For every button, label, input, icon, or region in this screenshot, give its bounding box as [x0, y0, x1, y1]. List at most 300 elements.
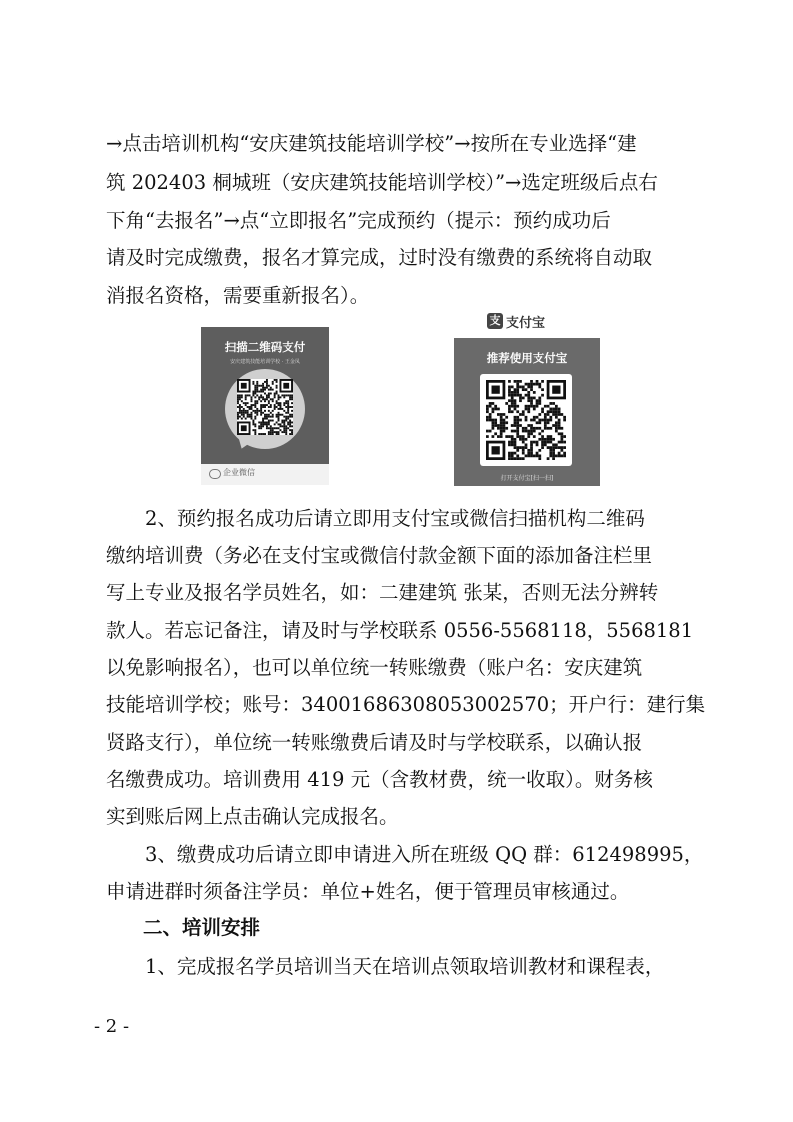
- qr-module: [533, 397, 536, 400]
- qr-module: [266, 379, 268, 381]
- qr-module: [536, 399, 539, 402]
- qr-module: [270, 433, 272, 435]
- qr-module: [560, 427, 563, 430]
- body-line-5: 消报名资格，需要重新报名）。: [106, 284, 370, 307]
- qr-module: [241, 412, 243, 414]
- qr-module: [270, 412, 272, 414]
- qr-module: [274, 379, 276, 381]
- qr-module: [241, 410, 243, 412]
- qr-module: [522, 388, 525, 391]
- qr-module: [252, 423, 254, 425]
- qr-module: [256, 387, 258, 389]
- qr-module: [252, 381, 254, 383]
- qr-module: [289, 423, 291, 425]
- qr-module: [563, 446, 566, 449]
- qr-module: [555, 427, 558, 430]
- qr-module: [541, 438, 544, 441]
- qr-module: [285, 394, 287, 396]
- qr-module: [262, 420, 264, 422]
- qr-module: [508, 408, 511, 411]
- qr-module: [281, 420, 283, 422]
- qr-module: [547, 438, 550, 441]
- qr-module: [533, 435, 536, 438]
- qr-module: [260, 408, 262, 410]
- qr-module: [258, 391, 260, 393]
- qr-module: [278, 416, 280, 418]
- qr-module: [243, 412, 245, 414]
- qr-module: [530, 383, 533, 386]
- wechat-payment-qr-card: [201, 327, 329, 485]
- qr-module: [270, 404, 272, 406]
- qr-module: [505, 402, 508, 405]
- qr-module: [558, 408, 561, 411]
- qr-module: [252, 421, 254, 423]
- qr-module: [558, 410, 561, 413]
- qr-module: [278, 394, 280, 396]
- qr-module: [500, 435, 503, 438]
- qr-module: [287, 410, 289, 412]
- qr-module: [489, 416, 492, 419]
- qr-module: [268, 431, 270, 433]
- qr-module: [519, 397, 522, 400]
- qr-module: [511, 438, 514, 441]
- qr-module: [270, 427, 272, 429]
- qr-module: [270, 431, 272, 433]
- qr-module: [505, 421, 508, 424]
- qr-module: [516, 388, 519, 391]
- qr-module: [492, 421, 495, 424]
- qr-module: [291, 406, 293, 408]
- qr-module: [256, 414, 258, 416]
- qr-module: [527, 405, 530, 408]
- qr-module: [503, 413, 506, 416]
- wechat-work-icon: [209, 469, 221, 479]
- qr-module: [516, 391, 519, 394]
- qr-module: [256, 400, 258, 402]
- qr-module: [245, 396, 247, 398]
- qr-module: [519, 435, 522, 438]
- qr-module: [544, 441, 547, 444]
- qr-module: [514, 391, 517, 394]
- qr-module: [511, 443, 514, 446]
- qr-module: [287, 418, 289, 420]
- qr-module: [276, 393, 278, 395]
- qr-module: [492, 427, 495, 430]
- qr-module: [563, 454, 566, 457]
- qr-module: [555, 443, 558, 446]
- qr-module: [252, 429, 254, 431]
- qr-module: [508, 399, 511, 402]
- qr-module: [252, 383, 254, 385]
- qr-module: [538, 399, 541, 402]
- qr-module: [555, 413, 558, 416]
- qr-module: [249, 406, 251, 408]
- qr-module: [241, 414, 243, 416]
- qr-module: [508, 391, 511, 394]
- qr-module: [258, 385, 260, 387]
- qr-module: [287, 427, 289, 429]
- qr-module: [287, 406, 289, 408]
- qr-module: [527, 383, 530, 386]
- qr-module: [547, 413, 550, 416]
- qr-module: [552, 410, 555, 413]
- qr-module: [536, 380, 539, 383]
- qr-module: [544, 427, 547, 430]
- qr-module: [279, 396, 281, 398]
- qr-module: [254, 416, 256, 418]
- qr-module: [525, 383, 528, 386]
- qr-module: [272, 431, 274, 433]
- qr-module: [285, 433, 287, 435]
- qr-module: [264, 387, 266, 389]
- qr-module: [256, 391, 258, 393]
- qr-module: [527, 408, 530, 411]
- para2-line-3: 写上专业及报名学员姓名，如：二建建筑 张某，否则无法分辨转: [106, 581, 659, 604]
- qr-module: [260, 394, 262, 396]
- qr-module: [254, 393, 256, 395]
- qr-module: [555, 421, 558, 424]
- qr-module: [519, 386, 522, 389]
- qr-module: [516, 383, 519, 386]
- qr-module: [538, 413, 541, 416]
- qr-module: [268, 410, 270, 412]
- qr-module: [264, 433, 266, 435]
- qr-module: [494, 424, 497, 427]
- qr-module: [494, 432, 497, 435]
- qr-module: [489, 413, 492, 416]
- qr-module: [279, 406, 281, 408]
- qr-module: [544, 424, 547, 427]
- qr-module: [262, 418, 264, 420]
- qr-module: [516, 454, 519, 457]
- qr-module: [268, 416, 270, 418]
- qr-module: [500, 413, 503, 416]
- para2-line-1: 2、预约报名成功后请立即用支付宝或微信扫描机构二维码: [145, 507, 645, 530]
- qr-module: [489, 405, 492, 408]
- qr-module: [291, 431, 293, 433]
- qr-module: [549, 410, 552, 413]
- qr-module: [258, 433, 260, 435]
- qr-module: [560, 413, 563, 416]
- qr-module: [514, 402, 517, 405]
- qr-module: [533, 408, 536, 411]
- qr-module: [260, 389, 262, 391]
- qr-module: [522, 435, 525, 438]
- qr-module: [555, 454, 558, 457]
- qr-module: [270, 416, 272, 418]
- qr-module: [256, 412, 258, 414]
- qr-module: [260, 421, 262, 423]
- qr-module: [289, 429, 291, 431]
- qr-module: [256, 394, 258, 396]
- qr-finder-pattern: [241, 425, 247, 431]
- qr-module: [285, 431, 287, 433]
- qr-module: [492, 419, 495, 422]
- qr-module: [243, 408, 245, 410]
- qr-module: [508, 441, 511, 444]
- qr-module: [281, 408, 283, 410]
- body-line-3: 下角“去报名”→点“立即报名”完成预约（提示：预约成功后: [106, 209, 611, 232]
- qr-module: [266, 383, 268, 385]
- qr-module: [505, 435, 508, 438]
- qr-module: [285, 400, 287, 402]
- qr-module: [560, 432, 563, 435]
- page-number: - 2 -: [94, 1016, 130, 1037]
- qr-module: [254, 404, 256, 406]
- qr-module: [247, 414, 249, 416]
- qr-module: [527, 432, 530, 435]
- qr-module: [272, 420, 274, 422]
- qr-module: [251, 412, 253, 414]
- qr-module: [563, 452, 566, 455]
- qr-module: [268, 396, 270, 398]
- qr-module: [514, 443, 517, 446]
- qr-module: [287, 402, 289, 404]
- qr-module: [527, 454, 530, 457]
- qr-module: [522, 452, 525, 455]
- qr-module: [276, 433, 278, 435]
- qr-module: [525, 430, 528, 433]
- qr-module: [533, 383, 536, 386]
- qr-module: [525, 419, 528, 422]
- qr-finder-pattern: [241, 383, 247, 389]
- qr-module: [268, 400, 270, 402]
- qr-module: [249, 416, 251, 418]
- qr-module: [270, 406, 272, 408]
- qr-module: [241, 400, 243, 402]
- qr-module: [538, 386, 541, 389]
- qr-module: [243, 410, 245, 412]
- qr-module: [287, 423, 289, 425]
- qr-module: [516, 457, 519, 460]
- qr-module: [260, 391, 262, 393]
- qr-module: [511, 457, 514, 460]
- qr-module: [278, 396, 280, 398]
- qr-module: [274, 408, 276, 410]
- qr-module: [260, 410, 262, 412]
- qr-module: [555, 410, 558, 413]
- qr-module: [538, 383, 541, 386]
- qr-module: [279, 429, 281, 431]
- qr-module: [254, 425, 256, 427]
- qr-module: [276, 400, 278, 402]
- qr-module: [527, 435, 530, 438]
- qr-module: [268, 421, 270, 423]
- qr-module: [239, 412, 241, 414]
- qr-module: [558, 427, 561, 430]
- qr-module: [538, 457, 541, 460]
- qr-module: [289, 421, 291, 423]
- qr-module: [239, 408, 241, 410]
- qr-module: [516, 380, 519, 383]
- qr-module: [291, 410, 293, 412]
- qr-module: [552, 443, 555, 446]
- qr-module: [247, 394, 249, 396]
- qr-module: [249, 394, 251, 396]
- qr-module: [538, 438, 541, 441]
- para2-line-9: 实到账后网上点击确认完成报名。: [106, 805, 399, 828]
- qr-module: [558, 446, 561, 449]
- alipay-card-panel: [454, 338, 600, 486]
- qr-module: [266, 414, 268, 416]
- alipay-qr-code: [480, 374, 572, 466]
- para2-line-7: 贤路支行），单位统一转账缴费后请及时与学校联系，以确认报: [106, 731, 643, 754]
- qr-module: [538, 421, 541, 424]
- qr-module: [276, 381, 278, 383]
- qr-module: [264, 393, 266, 395]
- qr-module: [276, 416, 278, 418]
- qr-module: [237, 412, 239, 414]
- qr-module: [283, 421, 285, 423]
- qr-module: [514, 441, 517, 444]
- qr-module: [291, 433, 293, 435]
- qr-module: [497, 427, 500, 430]
- qr-module: [514, 405, 517, 408]
- qr-module: [287, 408, 289, 410]
- qr-module: [533, 405, 536, 408]
- qr-module: [533, 416, 536, 419]
- qr-module: [549, 438, 552, 441]
- qr-module: [494, 405, 497, 408]
- qr-module: [278, 431, 280, 433]
- qr-module: [494, 419, 497, 422]
- qr-module: [514, 446, 517, 449]
- qr-module: [289, 406, 291, 408]
- qr-module: [530, 452, 533, 455]
- qr-module: [291, 429, 293, 431]
- qr-module: [254, 400, 256, 402]
- qr-module: [245, 410, 247, 412]
- qr-module: [278, 423, 280, 425]
- qr-module: [266, 421, 268, 423]
- qr-module: [503, 424, 506, 427]
- qr-module: [516, 394, 519, 397]
- qr-module: [530, 424, 533, 427]
- qr-module: [264, 416, 266, 418]
- qr-module: [503, 430, 506, 433]
- qr-module: [500, 419, 503, 422]
- qr-module: [497, 424, 500, 427]
- para2-line-5: 以免影响报名），也可以单位统一转账缴费（账户名：安庆建筑: [106, 656, 643, 679]
- qr-module: [497, 413, 500, 416]
- qr-module: [262, 412, 264, 414]
- qr-module: [560, 438, 563, 441]
- qr-module: [278, 412, 280, 414]
- qr-module: [270, 389, 272, 391]
- qr-module: [272, 398, 274, 400]
- qr-module: [291, 421, 293, 423]
- qr-module: [563, 416, 566, 419]
- qr-module: [541, 441, 544, 444]
- qr-module: [251, 400, 253, 402]
- qr-module: [549, 454, 552, 457]
- qr-module: [274, 396, 276, 398]
- qr-module: [525, 443, 528, 446]
- qr-module: [260, 404, 262, 406]
- qr-module: [262, 421, 264, 423]
- wechat-card-title: 扫描二维码支付: [224, 340, 306, 354]
- qr-module: [558, 432, 561, 435]
- qr-module: [245, 398, 247, 400]
- qr-module: [270, 398, 272, 400]
- qr-module: [525, 438, 528, 441]
- qr-module: [264, 406, 266, 408]
- qr-module: [514, 452, 517, 455]
- qr-module: [541, 419, 544, 422]
- qr-module: [274, 404, 276, 406]
- qr-module: [272, 414, 274, 416]
- para2-line-8: 名缴费成功。培训费用 419 元（含教材费，统一收取）。财务核: [106, 768, 653, 791]
- qr-module: [555, 416, 558, 419]
- qr-code-icon: [486, 380, 566, 460]
- qr-module: [251, 414, 253, 416]
- qr-module: [260, 425, 262, 427]
- qr-module: [536, 427, 539, 430]
- qr-module: [252, 394, 254, 396]
- qr-module: [237, 398, 239, 400]
- qr-module: [505, 416, 508, 419]
- qr-module: [249, 408, 251, 410]
- qr-module: [514, 457, 517, 460]
- qr-module: [262, 383, 264, 385]
- qr-module: [522, 438, 525, 441]
- qr-module: [536, 416, 539, 419]
- qr-module: [285, 418, 287, 420]
- qr-module: [544, 419, 547, 422]
- qr-module: [538, 454, 541, 457]
- qr-module: [552, 454, 555, 457]
- qr-code-icon: [237, 379, 293, 435]
- qr-module: [258, 398, 260, 400]
- qr-module: [536, 443, 539, 446]
- qr-module: [530, 430, 533, 433]
- qr-module: [289, 394, 291, 396]
- qr-module: [519, 413, 522, 416]
- qr-module: [538, 427, 541, 430]
- alipay-card-title: 推荐使用支付宝: [486, 351, 568, 365]
- alipay-icon: 支: [487, 313, 503, 329]
- qr-module: [511, 430, 514, 433]
- qr-module: [274, 394, 276, 396]
- qr-module: [260, 406, 262, 408]
- qr-module: [291, 425, 293, 427]
- qr-module: [555, 408, 558, 411]
- qr-module: [558, 421, 561, 424]
- qr-module: [558, 454, 561, 457]
- qr-module: [511, 399, 514, 402]
- qr-module: [264, 398, 266, 400]
- qr-module: [552, 452, 555, 455]
- qr-module: [527, 449, 530, 452]
- qr-module: [489, 419, 492, 422]
- qr-module: [249, 414, 251, 416]
- qr-module: [527, 386, 530, 389]
- qr-module: [530, 449, 533, 452]
- qr-module: [289, 420, 291, 422]
- qr-module: [272, 427, 274, 429]
- qr-module: [536, 454, 539, 457]
- qr-module: [251, 416, 253, 418]
- qr-module: [541, 408, 544, 411]
- qr-module: [552, 413, 555, 416]
- qr-module: [497, 435, 500, 438]
- qr-module: [258, 410, 260, 412]
- qr-module: [270, 393, 272, 395]
- qr-module: [486, 408, 489, 411]
- qr-finder-pattern: [492, 386, 500, 394]
- qr-module: [533, 454, 536, 457]
- qr-module: [264, 389, 266, 391]
